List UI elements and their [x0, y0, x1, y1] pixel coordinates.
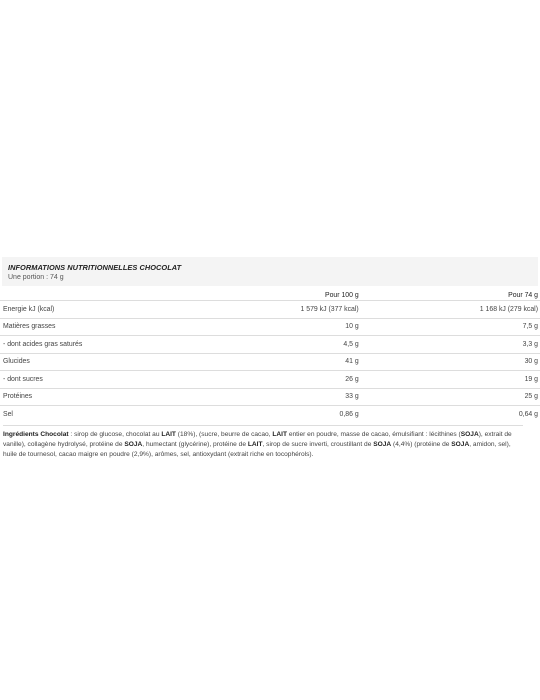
value-per-74g: 1 168 kJ (279 kcal)	[360, 301, 540, 319]
ingredient-text: (4,4%) (protéine de	[391, 440, 452, 448]
ingredients-text	[3, 425, 523, 460]
table-row	[0, 353, 540, 371]
ingredient-text: , sirop de sucre inverti, croustillant de	[262, 440, 374, 448]
ingredient-highlight: LAIT	[161, 430, 176, 438]
nutrition-panel	[0, 257, 540, 460]
ingredient-highlight: SOJA	[124, 440, 143, 448]
value-per-100g: 33 g	[191, 388, 359, 406]
value-per-100g: 41 g	[191, 353, 359, 371]
value-per-74g: 19 g	[360, 371, 540, 389]
ingredient-highlight: LAIT	[272, 430, 288, 438]
nutrition-table	[0, 290, 540, 423]
nutrient-label: - dont sucres	[0, 371, 191, 389]
column-header-per-100g: Pour 100 g	[324, 291, 359, 299]
nutrition-title: INFORMATIONS NUTRITIONNELLES CHOCOLAT	[8, 263, 182, 272]
nutrient-label: - dont acides gras saturés	[0, 336, 191, 354]
nutrition-table-body	[0, 301, 540, 423]
value-per-74g: 25 g	[360, 388, 540, 406]
value-per-100g: 4,5 g	[191, 336, 359, 354]
value-per-74g: 3,3 g	[360, 336, 540, 354]
ingredient-text: , amidon, sel), huile de tournesol, cacao maigre en poudre (2,9%), arômes, sel, antioxydant (extrait riche en tocophérols).	[3, 440, 511, 458]
ingredient-text: , humectant (glycérine), protéine de	[142, 440, 248, 448]
value-per-74g: 7,5 g	[360, 318, 540, 336]
table-row	[0, 406, 540, 423]
table-row	[0, 371, 540, 389]
ingredient-text: ), extrait de vanille), collagène hydrolysé, protéine de	[3, 430, 512, 448]
nutrient-label: Glucides	[0, 353, 191, 371]
value-per-100g: 10 g	[191, 318, 359, 336]
nutrient-label: Matières grasses	[0, 318, 191, 336]
value-per-74g: 0,64 g	[360, 406, 540, 423]
column-header-label	[0, 290, 191, 301]
nutrient-label: Energie kJ (kcal)	[0, 301, 191, 319]
ingredient-highlight: SOJA	[373, 440, 392, 448]
ingredient-highlight: Ingrédients Chocolat	[3, 430, 69, 438]
portion-size: Une portion : 74 g	[8, 274, 64, 281]
value-per-100g: 26 g	[191, 371, 359, 389]
ingredient-text: (18%), (sucre, beurre de cacao,	[175, 430, 273, 438]
table-header-row	[0, 290, 540, 301]
ingredient-text: entier en poudre, masse de cacao, émulsifiant : lécithines (	[287, 430, 461, 438]
column-header-per-74g: Pour 74 g	[508, 291, 538, 299]
ingredient-text: : sirop de glucose, chocolat au	[68, 430, 162, 438]
nutrition-header	[2, 257, 538, 286]
ingredient-highlight: SOJA	[460, 430, 479, 438]
table-row	[0, 301, 540, 319]
table-row	[0, 388, 540, 406]
table-row	[0, 336, 540, 354]
nutrient-label: Protéines	[0, 388, 191, 406]
ingredient-highlight: LAIT	[247, 440, 263, 448]
value-per-100g: 1 579 kJ (377 kcal)	[191, 301, 359, 319]
nutrient-label: Sel	[0, 406, 191, 423]
value-per-74g: 30 g	[360, 353, 540, 371]
table-row	[0, 318, 540, 336]
ingredient-highlight: SOJA	[451, 440, 470, 448]
value-per-100g: 0,86 g	[191, 406, 359, 423]
